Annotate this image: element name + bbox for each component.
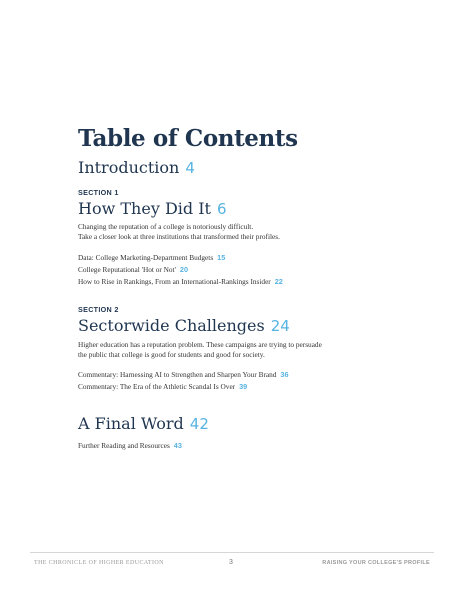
section-1-description [78, 222, 280, 241]
toc-entry[interactable] [78, 382, 247, 391]
section-1-page-number: 6 [216, 200, 227, 218]
section-1-description-line: Changing the reputation of a college is notoriously difficult. [78, 222, 254, 231]
toc-entry-page: 43 [173, 441, 182, 450]
section-2-description-line: Higher education has a reputation problem. These campaigns are trying to persuade [78, 340, 322, 349]
page-title: Table of Contents [78, 125, 298, 152]
section-2-page-number: 24 [270, 317, 290, 335]
toc-entry-page: 39 [239, 382, 248, 391]
footer-page-number: 3 [229, 559, 233, 566]
toc-entry-page: 20 [179, 265, 189, 274]
toc-entry[interactable] [78, 277, 283, 286]
toc-entry-title: Data: College Marketing-Department Budgets [78, 253, 214, 262]
section-2-description-line: the public that college is good for students and good for society. [78, 349, 265, 359]
toc-entry-title: College Reputational 'Hot or Not' [78, 265, 176, 274]
introduction-page-number: 4 [185, 159, 195, 177]
footer-divider [30, 552, 434, 553]
section-2-heading: Sectorwide Challenges [78, 316, 265, 335]
section-2-description [78, 340, 322, 359]
footer-report-title: RAISING YOUR COLLEGE'S PROFILE [322, 560, 430, 566]
toc-introduction[interactable] [78, 158, 195, 177]
toc-final-word[interactable] [78, 414, 209, 433]
footer-publication-name: THE CHRONICLE OF HIGHER EDUCATION [34, 560, 164, 566]
final-word-page-number: 42 [189, 415, 209, 433]
toc-entry-title: Commentary: The Era of the Athletic Scandal Is Over [78, 382, 236, 391]
toc-entry-page: 15 [217, 253, 226, 262]
toc-entry[interactable] [78, 441, 182, 450]
section-2-label: SECTION 2 [78, 305, 119, 314]
section-1-label: SECTION 1 [78, 188, 119, 197]
toc-entry-page: 22 [274, 277, 283, 286]
final-word-heading: A Final Word [78, 414, 184, 433]
toc-entry-page: 36 [280, 370, 289, 379]
section-1-heading: How They Did It [78, 199, 211, 218]
toc-entry-title: How to Rise in Rankings, From an International-Rankings Insider [78, 277, 271, 286]
introduction-heading: Introduction [78, 158, 180, 177]
toc-entry-title: Further Reading and Resources [78, 441, 170, 450]
toc-entry[interactable] [78, 265, 188, 274]
toc-section-1[interactable] [78, 199, 227, 218]
toc-entry[interactable] [78, 370, 289, 379]
section-1-description-line: Take a closer look at three institutions that transformed their profiles. [78, 231, 280, 241]
toc-section-2[interactable] [78, 316, 290, 335]
toc-entry-title: Commentary: Harnessing AI to Strengthen and Sharpen Your Brand [78, 370, 277, 379]
toc-entry[interactable] [78, 253, 225, 262]
